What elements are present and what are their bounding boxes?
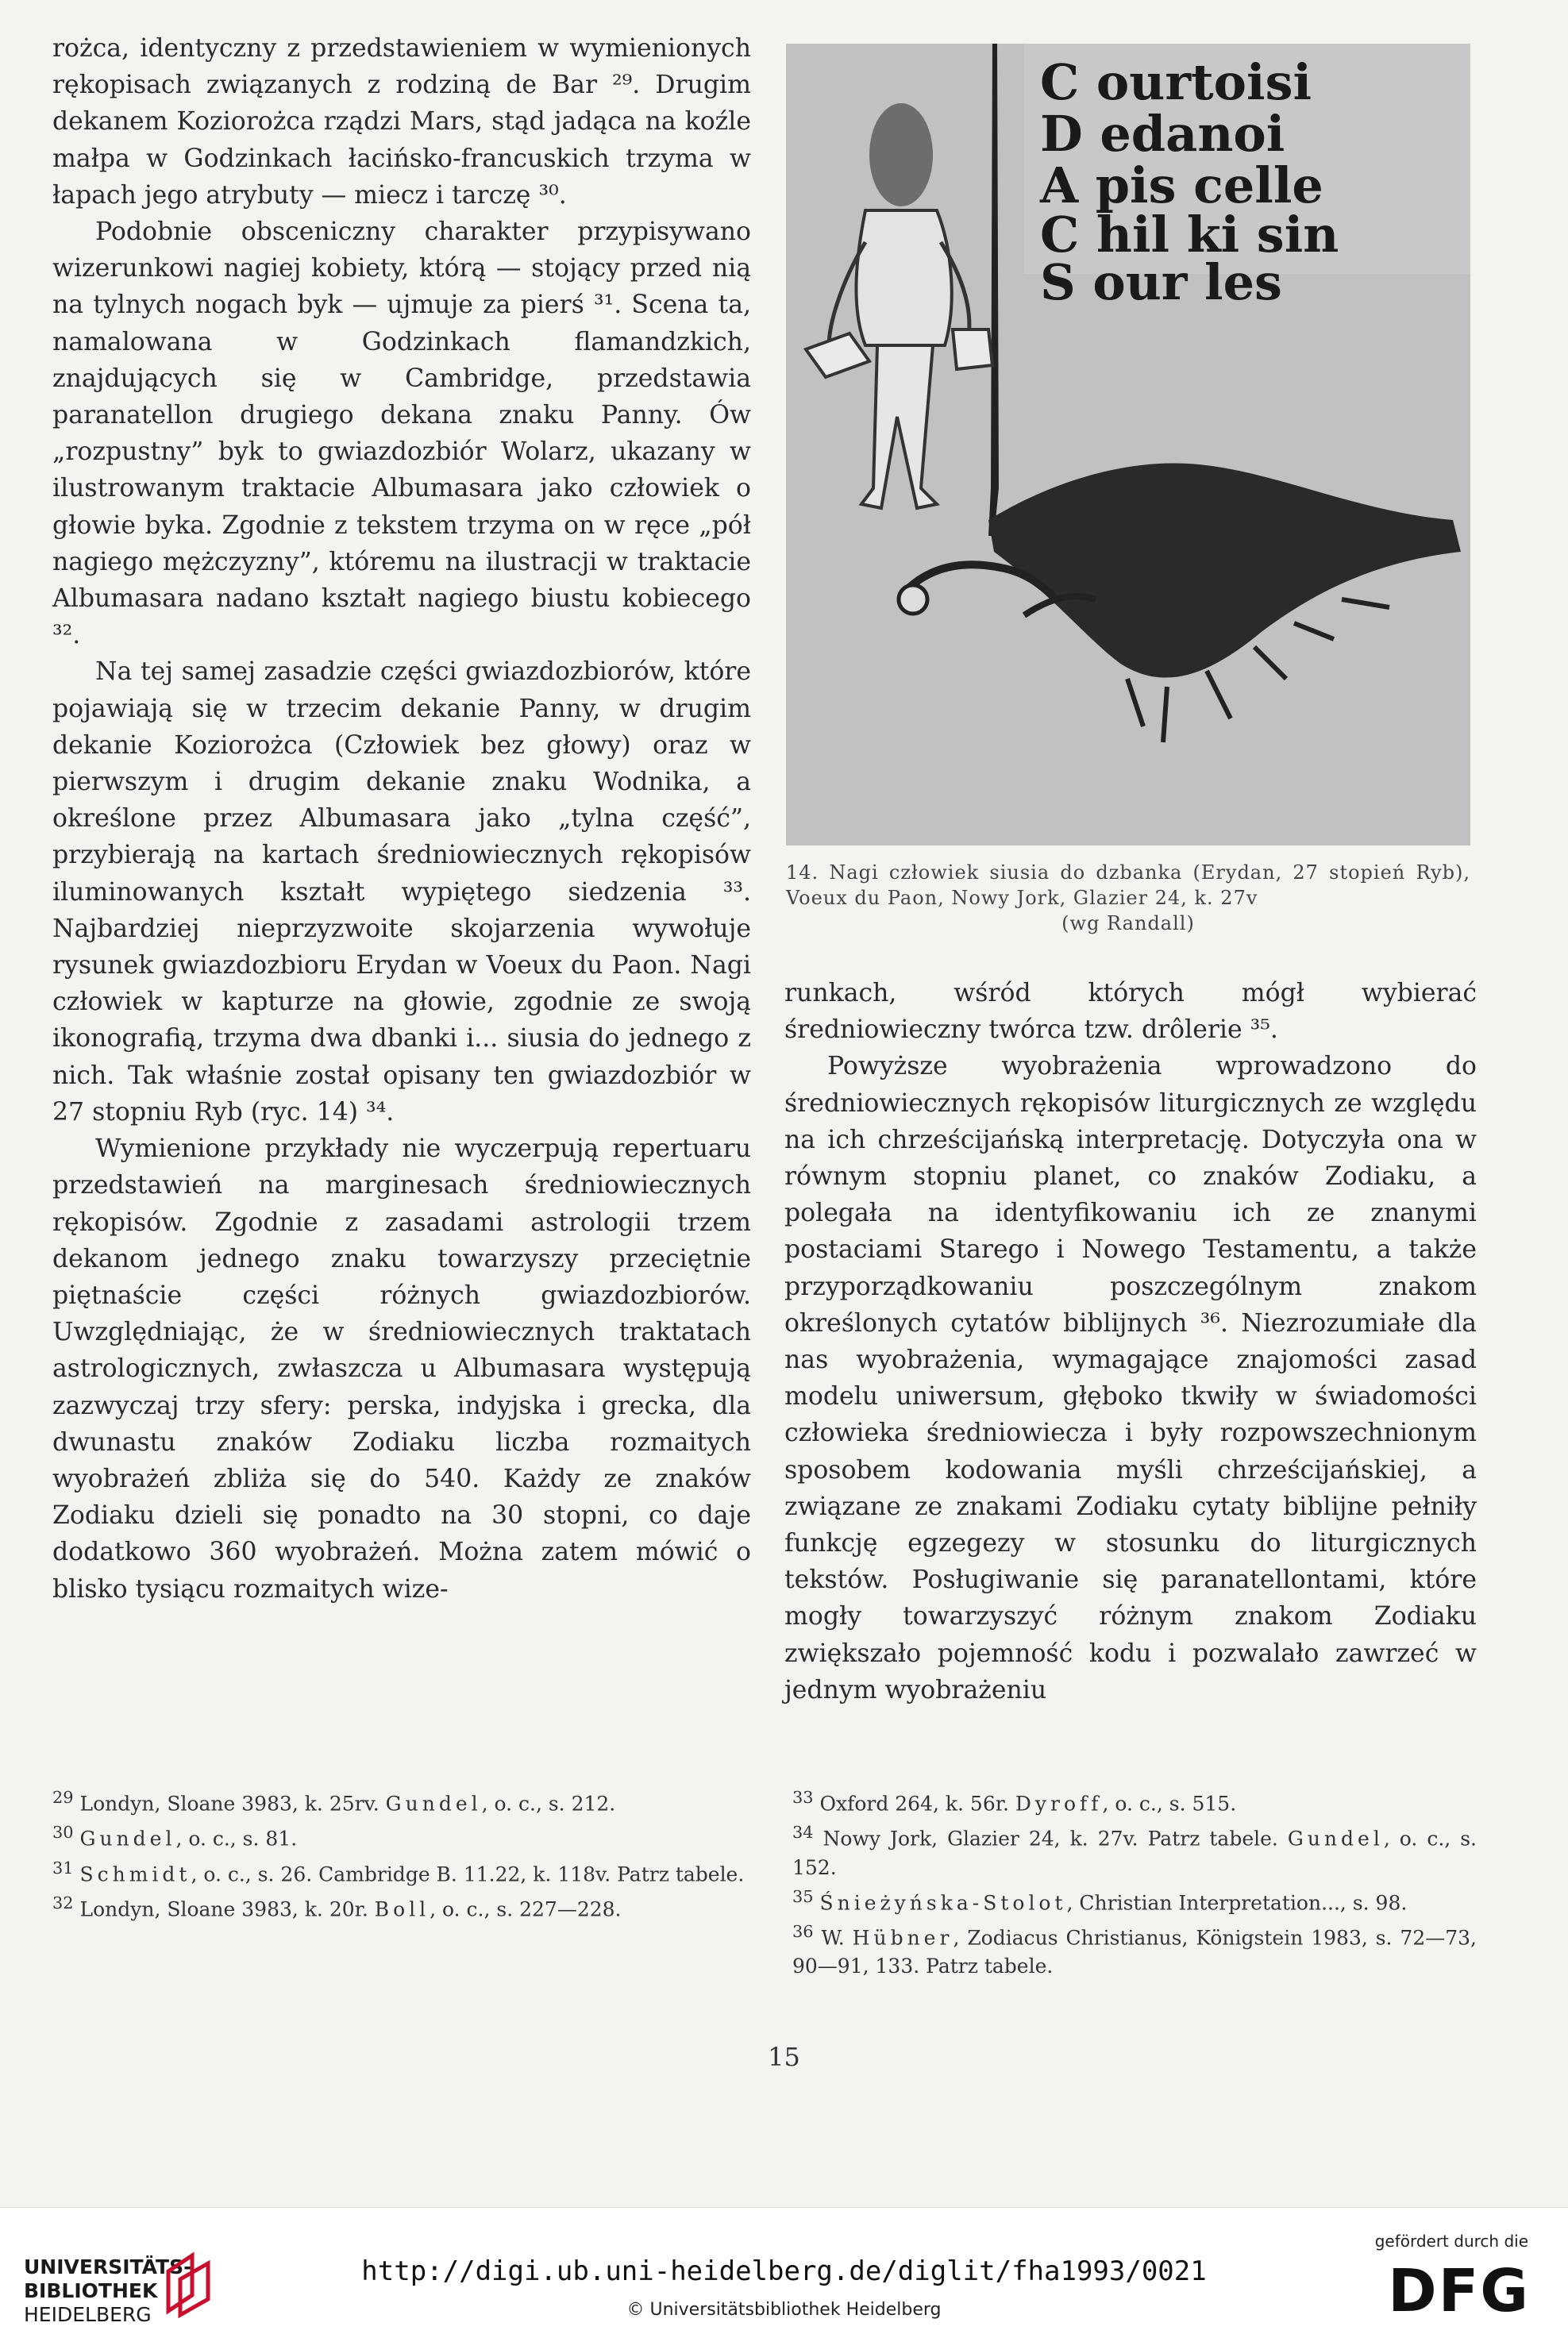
page-number: 15 <box>768 2042 800 2072</box>
digitization-footer <box>0 2207 1568 2338</box>
manuscript-line: S our les <box>1040 253 1282 311</box>
paragraph: Na tej samej zasadzie części gwiazdozbiorów, które pojawiają się w trzecim dekanie Panny, w drugim dekanie Koziorożca (Człowiek bez głowy) oraz w pierwszym i drugim dekanie znaku Wodnika, a określone przez Albumasara jako „tylna część”, przybierają na kartach średniowiecznych rękopisów iluminowanych kształt wypiętego siedzenia ³³. Najbardziej nieprzyzwoite skojarzenia wywołuje rysunek gwiazdozbioru Erydan w Voeux du Paon. Nagi człowiek w kapturze na głowie, zgodnie ze swoją ikonografią, trzyma dwa dbanki i... siusia do jednego z nich. Tak właśnie został opisany ten gwiazdozbiór w 27 stopniu Ryb (ryc. 14) ³⁴. <box>52 657 751 1127</box>
figure-14-illustration <box>786 44 1470 845</box>
footnote: $^{29}$ Londyn, Sloane 3983, k. 25rv. Gundel, o. c., s. 212. <box>52 1788 616 1816</box>
main-text-right-column <box>784 975 1477 1708</box>
manuscript-line: C ourtoisi <box>1040 53 1312 111</box>
caption-credit: (wg Randall) <box>1061 912 1195 934</box>
funding-label: gefördert durch die <box>1374 2232 1528 2251</box>
footnotes-left <box>52 1783 751 1924</box>
footnotes-right <box>792 1783 1477 1981</box>
manuscript-drawing <box>786 44 1470 845</box>
paragraph: rożca, identyczny z przedstawieniem w wymienionych rękopisach związanych z rodziną de Bar ²⁹. Drugim dekanem Koziorożca rządzi Mars, stąd jadąca na koźle małpa w Godzinkach łacińsko-francuskich trzyma w łapach jego atrybuty — miecz i tarczę ³⁰. <box>52 34 751 210</box>
manuscript-line: A pis celle <box>1040 156 1323 214</box>
footnote: $^{32}$ Londyn, Sloane 3983, k. 20r. Boll, o. c., s. 227—228. <box>52 1893 622 1921</box>
paragraph: Wymienione przykłady nie wyczerpują repertuaru przedstawień na marginesach średniowiecznych rękopisów. Zgodnie z zasadami astrologii trzem dekanom jednego znaku towarzyszy przeciętnie piętnaście części różnych gwiazdozbiorów. Uwzględniając, że w średniowiecznych traktatach astrologicznych, zwłaszcza u Albumasara występują zazwyczaj trzy sfery: perska, indyjska i grecka, dla dwunastu znaków Zodiaku liczba rozmaitych wyobrażeń zbliża się do 540. Każdy ze znaków Zodiaku dzieli się ponadto na 30 stopni, co daje dodatkowo 360 wyobrażeń. Można zatem mówić o blisko tysiącu rozmaitych wize- <box>52 1134 751 1604</box>
footnote: $^{34}$ Nowy Jork, Glazier 24, k. 27v. Patrz tabele. Gundel, o. c., s. 152. <box>792 1823 1477 1879</box>
footnote: $^{30}$ Gundel, o. c., s. 81. <box>52 1823 298 1851</box>
paragraph: Podobnie obsceniczny charakter przypisywano wizerunkowi nagiej kobiety, którą — stojący przed nią na tylnych nogach byk — ujmuje za pierś ³¹. Scena ta, namalowana w Godzinkach flamandzkich, znajdujących się w Cambridge, przedstawia paranatellon drugiego dekana znaku Panny. Ów „rozpustny” byk to gwiazdozbiór Wolarz, ukazany w ilustrowanym traktacie Albumasara jako człowiek o głowie byka. Zgodnie z tekstem trzyma on w ręce „pół nagiego mężczyzny”, któremu na ilustracji w traktacie Albumasara nadano kształt nagiego biustu kobiecego ³². <box>52 218 751 650</box>
figure-caption <box>786 860 1470 936</box>
main-text-left-column <box>52 30 751 1608</box>
footnote: $^{36}$ W. Hübner, Zodiacus Christianus, Königstein 1983, s. 72—73, 90—91, 133. Patrz tabele. <box>792 1921 1477 1978</box>
permalink-url[interactable]: http://digi.ub.uni-heidelberg.de/diglit/fha1993/0021 <box>361 2255 1207 2287</box>
manuscript-line: D edanoi <box>1040 105 1285 163</box>
footnote: $^{35}$ Śnieżyńska-Stolot, Christian Interpretation..., s. 98. <box>792 1886 1408 1914</box>
university-library-logo[interactable]: UNIVERSITÄTS- BIBLIOTHEK HEIDELBERG <box>24 2255 192 2326</box>
caption-main: 14. Nagi człowiek siusia do dzbanka (Erydan, 27 stopień Ryb), Voeux du Paon, Nowy Jork, Glazier 24, k. 27v <box>786 861 1470 909</box>
copyright-notice: © Universitätsbibliothek Heidelberg <box>626 2300 942 2320</box>
footnote: $^{33}$ Oxford 264, k. 56r. Dyroff, o. c., s. 515. <box>792 1788 1237 1816</box>
paragraph: Powyższe wyobrażenia wprowadzono do średniowiecznych rękopisów liturgicznych ze względu na ich chrześcijańską interpretację. Dotyczyła ona w równym stopniu planet, co znaków Zodiaku, a polegała na identyfikowaniu ich ze znanymi postaciami Starego i Nowego Testamentu, a także przyporządkowaniu poszczególnym znakom określonych cytatów biblijnych ³⁶. Niezrozumiałe dla nas wyobrażenia, wymagające znajomości zasad modelu uniwersum, głęboko tkwiły w świadomości człowieka średniowiecza i były rozpowszechnionym sposobem kodowania myśli chrześcijańskiej, a związane ze znakami Zodiaku cytaty biblijne pełniły funkcję egzegezy w stosunku do liturgicznych tekstów. Posługiwanie się paranatellontami, które mogły towarzyszyć różnym znakom Zodiaku zwiększało pojemność kodu i pozwalało zawrzeć w jednym wyobrażeniu <box>784 1052 1477 1704</box>
dfg-logo[interactable]: DFG <box>1388 2257 1530 2325</box>
paragraph: runkach, wśród których mógł wybierać średniowieczny twórca tzw. drôlerie ³⁵. <box>784 979 1477 1045</box>
footnote: $^{31}$ Schmidt, o. c., s. 26. Cambridge B. 11.22, k. 118v. Patrz tabele. <box>52 1858 745 1885</box>
manuscript-line: C hil ki sin <box>1040 206 1339 264</box>
